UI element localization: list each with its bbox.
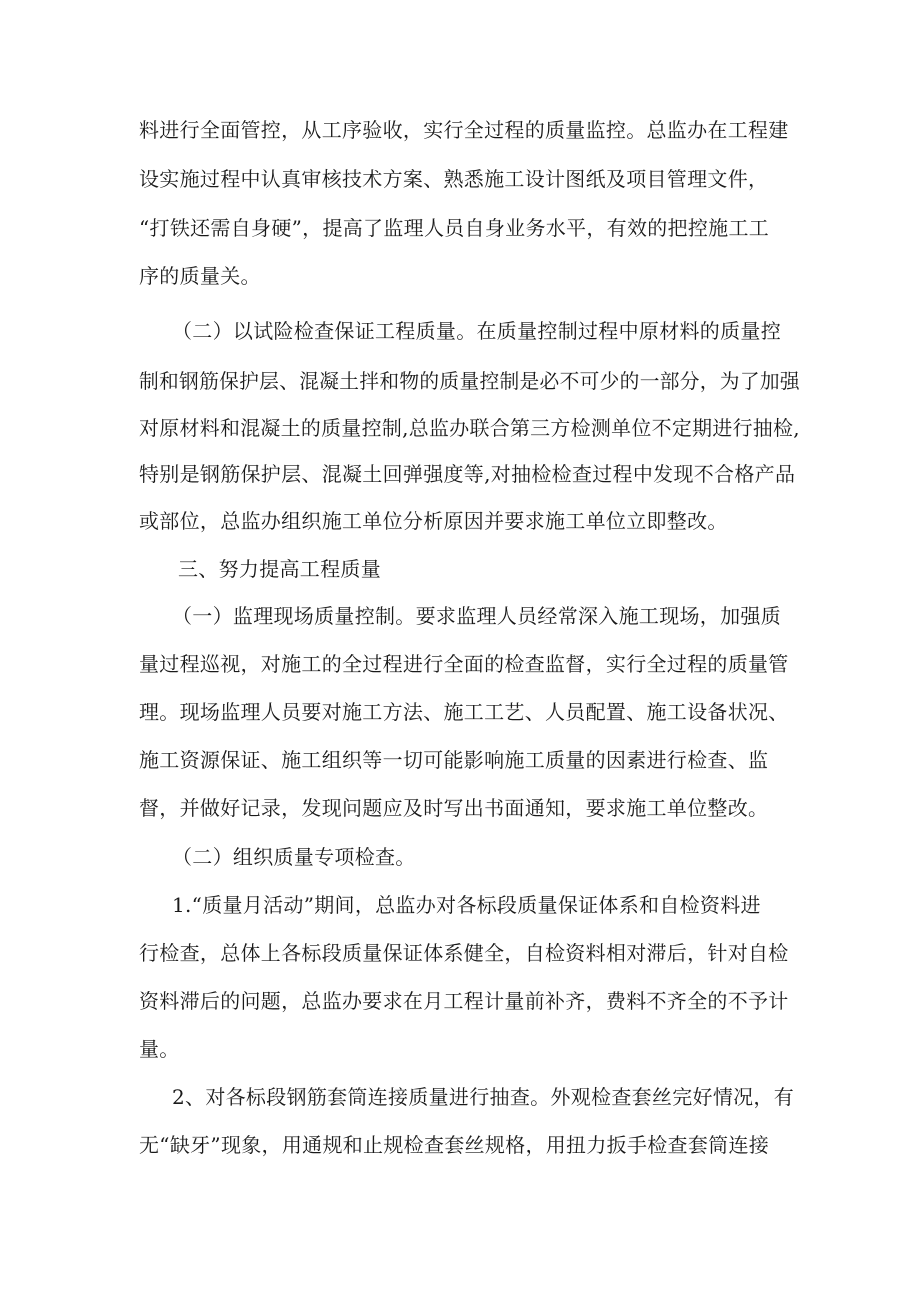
text-line: 无“缺牙”现象，用通规和止规检查套丝规格，用扭力扳手检查套筒连接 <box>139 1133 770 1157</box>
text-line: 1.“质量月活动”期间，总监办对各标段质量保证体系和自检资料进 <box>172 893 761 917</box>
text-line: 料进行全面管控，从工序验收，实行全过程的质量监控。总监办在工程建 <box>139 118 789 142</box>
text-line: （二）以试险检查保证工程质量。在质量控制过程中原材料的质量控 <box>172 319 781 343</box>
text-line: 理。现场监理人员要对施工方法、施工工艺、人员配置、施工设备状况、 <box>139 700 789 724</box>
text-line: 施工资源保证、施工组织等一切可能影响施工质量的因素进行检查、监 <box>139 748 769 772</box>
text-line: 2、对各标段钢筋套筒连接质量进行抽查。外观检查套丝完好情况，有 <box>172 1085 795 1109</box>
text-line: 督，并做好记录，发现问题应及时写出书面通知，要求施工单位整改。 <box>139 796 769 820</box>
subsection-heading: （二）组织质量专项检查。 <box>172 845 416 869</box>
text-line: 设实施过程中认真审核技术方案、熟悉施工设计图纸及项目管理文件， <box>139 167 769 191</box>
text-line: 特别是钢筋保护层、混凝土回弹强度等,对抽检检查过程中发现不合格产品 <box>139 462 796 486</box>
text-line: 量过程巡视，对施工的全过程进行全面的检查监督，实行全过程的质量管 <box>139 652 789 676</box>
text-line: 量。 <box>139 1037 180 1061</box>
text-line: 制和钢筋保护层、混凝土拌和物的质量控制是必不可少的一部分，为了加强 <box>139 369 800 393</box>
text-line: 资料滞后的问题，总监办要求在月工程计量前补齐，费料不齐全的不予计 <box>139 989 789 1013</box>
section-heading: 三、努力提高工程质量 <box>178 557 381 581</box>
text-line: “打铁还需自身硬”，提高了监理人员自身业务水平，有效的把控施工工 <box>139 216 770 240</box>
text-line: 对原材料和混凝土的质量控制,总监办联合第三方检测单位不定期进行抽检, <box>139 416 800 440</box>
text-line: （一）监理现场质量控制。要求监理人员经常深入施工现场，加强质 <box>172 604 781 628</box>
text-line: 序的质量关。 <box>139 264 261 288</box>
text-line: 行检查，总体上各标段质量保证体系健全，自检资料相对滞后，针对自检 <box>139 941 789 965</box>
text-line: 或部位，总监办组织施工单位分析原因并要求施工单位立即整改。 <box>139 509 728 533</box>
